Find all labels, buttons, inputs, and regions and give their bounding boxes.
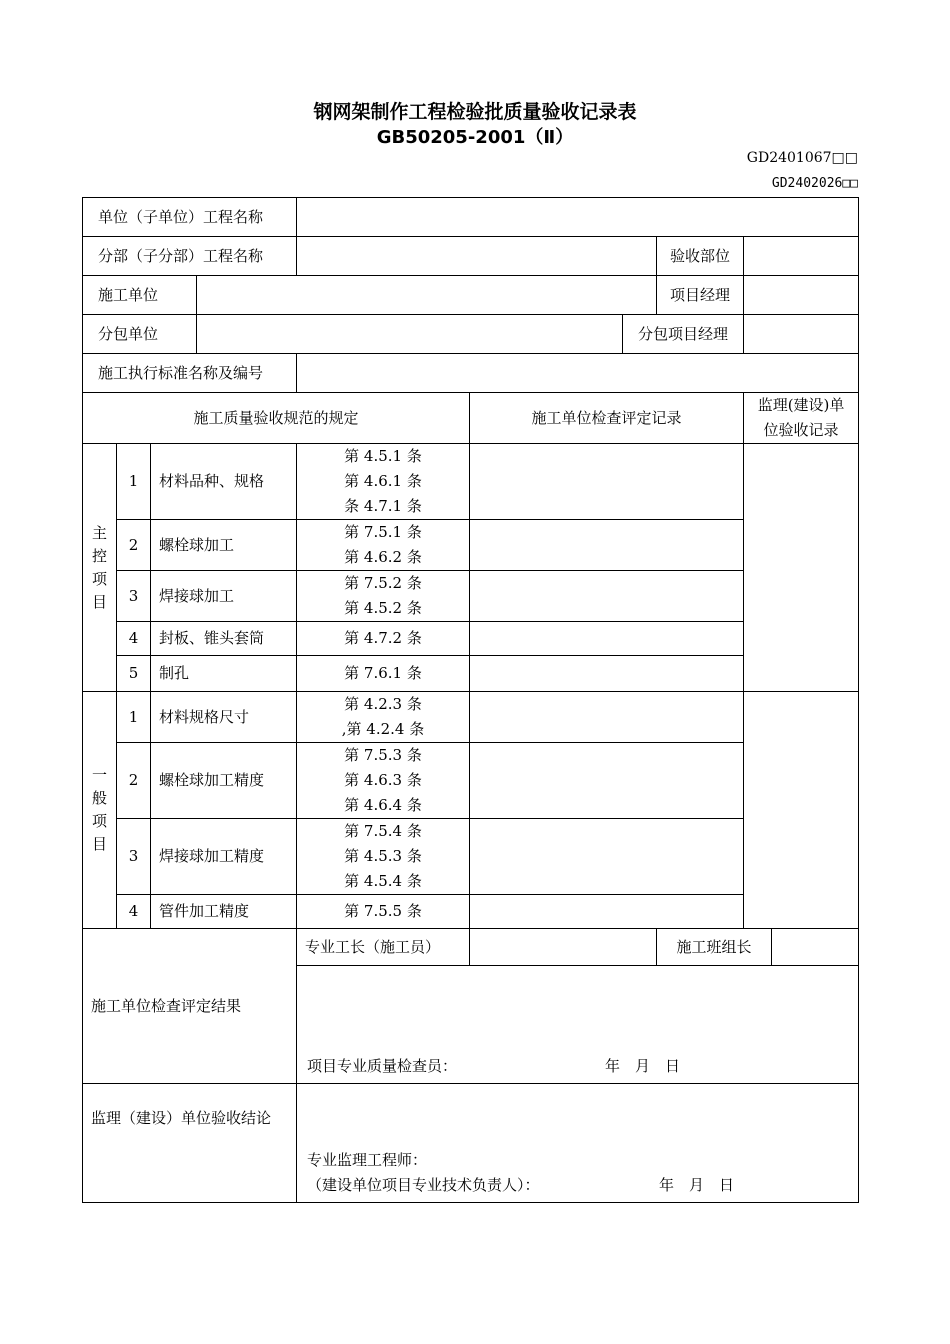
quality-inspector-label: 项目专业质量检查员： — [307, 1057, 458, 1075]
item-name: 焊接球加工精度 — [151, 819, 297, 895]
table-row — [83, 622, 859, 656]
supervision-conclusion-area[interactable] — [297, 1084, 859, 1203]
foreman-label: 专业工长（施工员） — [297, 929, 470, 966]
form-code-2: GD2402026□□ — [771, 176, 858, 191]
table-row — [83, 743, 859, 819]
item-number: 1 — [117, 444, 151, 520]
item-name: 材料规格尺寸 — [151, 692, 297, 743]
project-manager-value[interactable] — [744, 276, 859, 315]
foreman-value[interactable] — [470, 929, 657, 966]
item-clauses: 第 7.6.1 条 — [297, 656, 470, 692]
item-clauses: 第 4.5.1 条 第 4.6.1 条 条 4.7.1 条 — [297, 444, 470, 520]
item-number: 2 — [117, 520, 151, 571]
item-clauses: 第 7.5.2 条 第 4.5.2 条 — [297, 571, 470, 622]
supervision-header-line-2: 位验收记录 — [763, 421, 839, 439]
item-name: 焊接球加工 — [151, 571, 297, 622]
subcontract-manager-value[interactable] — [744, 315, 859, 354]
team-leader-value[interactable] — [772, 929, 859, 966]
table-row — [83, 571, 859, 622]
team-leader-label: 施工班组长 — [657, 929, 772, 966]
subcontract-unit-value[interactable] — [197, 315, 623, 354]
table-row — [83, 520, 859, 571]
item-number: 1 — [117, 692, 151, 743]
standard-name-label: 施工执行标准名称及编号 — [83, 354, 297, 393]
accept-part-value[interactable] — [744, 237, 859, 276]
general-supervision-record[interactable] — [744, 692, 859, 929]
item-number: 5 — [117, 656, 151, 692]
construction-unit-label: 施工单位 — [83, 276, 197, 315]
table-row — [83, 656, 859, 692]
item-check-record[interactable] — [470, 819, 744, 895]
item-number: 3 — [117, 571, 151, 622]
item-number: 4 — [117, 622, 151, 656]
item-clauses: 第 7.5.3 条 第 4.6.3 条 第 4.6.4 条 — [297, 743, 470, 819]
table-row — [83, 895, 859, 929]
spec-column-header: 施工质量验收规范的规定 — [83, 393, 470, 444]
item-check-record[interactable] — [470, 743, 744, 819]
item-number: 4 — [117, 895, 151, 929]
form-subtitle: GB50205-2001（Ⅱ） — [376, 127, 574, 148]
item-number: 2 — [117, 743, 151, 819]
item-clauses: 第 4.2.3 条 ,第 4.2.4 条 — [297, 692, 470, 743]
item-check-record[interactable] — [470, 520, 744, 571]
check-result-area[interactable] — [297, 966, 859, 1084]
table-row — [83, 444, 859, 520]
date-2: 年 月 日 — [659, 1176, 735, 1194]
form-code-1: GD2401067□□ — [746, 150, 858, 166]
item-check-record[interactable] — [470, 444, 744, 520]
main-supervision-record[interactable] — [744, 444, 859, 692]
item-check-record[interactable] — [470, 622, 744, 656]
form-title: 钢网架制作工程检验批质量验收记录表 — [313, 101, 637, 123]
sub-project-label: 分部（子分部）工程名称 — [83, 237, 297, 276]
item-name: 管件加工精度 — [151, 895, 297, 929]
item-check-record[interactable] — [470, 692, 744, 743]
supervision-conclusion-label: 监理（建设）单位验收结论 — [83, 1084, 297, 1203]
unit-project-label: 单位（子单位）工程名称 — [83, 198, 297, 237]
general-items-label: 一 般 项 目 — [83, 692, 117, 929]
table-row — [83, 819, 859, 895]
supervision-header-line-1: 监理(建设)单 — [757, 396, 845, 414]
item-clauses: 第 7.5.5 条 — [297, 895, 470, 929]
item-clauses: 第 4.7.2 条 — [297, 622, 470, 656]
standard-name-value[interactable] — [297, 354, 859, 393]
project-manager-label: 项目经理 — [657, 276, 744, 315]
unit-project-value[interactable] — [297, 198, 859, 237]
construction-unit-value[interactable] — [197, 276, 657, 315]
date-1: 年 月 日 — [605, 1057, 681, 1075]
supervision-column-header — [744, 393, 859, 444]
item-check-record[interactable] — [470, 571, 744, 622]
check-record-column-header: 施工单位检查评定记录 — [470, 393, 744, 444]
item-number: 3 — [117, 819, 151, 895]
item-clauses: 第 7.5.1 条 第 4.6.2 条 — [297, 520, 470, 571]
acceptance-record-table — [82, 197, 859, 1203]
table-row — [83, 692, 859, 743]
supervising-engineer-label: 专业监理工程师： — [307, 1151, 428, 1169]
item-name: 材料品种、规格 — [151, 444, 297, 520]
item-check-record[interactable] — [470, 895, 744, 929]
item-check-record[interactable] — [470, 656, 744, 692]
check-result-label: 施工单位检查评定结果 — [83, 929, 297, 1084]
item-name: 螺栓球加工 — [151, 520, 297, 571]
accept-part-label: 验收部位 — [657, 237, 744, 276]
item-name: 螺栓球加工精度 — [151, 743, 297, 819]
main-control-label: 主 控 项 目 — [83, 444, 117, 692]
sub-project-value[interactable] — [297, 237, 657, 276]
subcontract-unit-label: 分包单位 — [83, 315, 197, 354]
item-clauses: 第 7.5.4 条 第 4.5.3 条 第 4.5.4 条 — [297, 819, 470, 895]
item-name: 制孔 — [151, 656, 297, 692]
owner-tech-label: （建设单位项目专业技术负责人）： — [307, 1176, 540, 1194]
item-name: 封板、锥头套筒 — [151, 622, 297, 656]
subcontract-manager-label: 分包项目经理 — [623, 315, 744, 354]
